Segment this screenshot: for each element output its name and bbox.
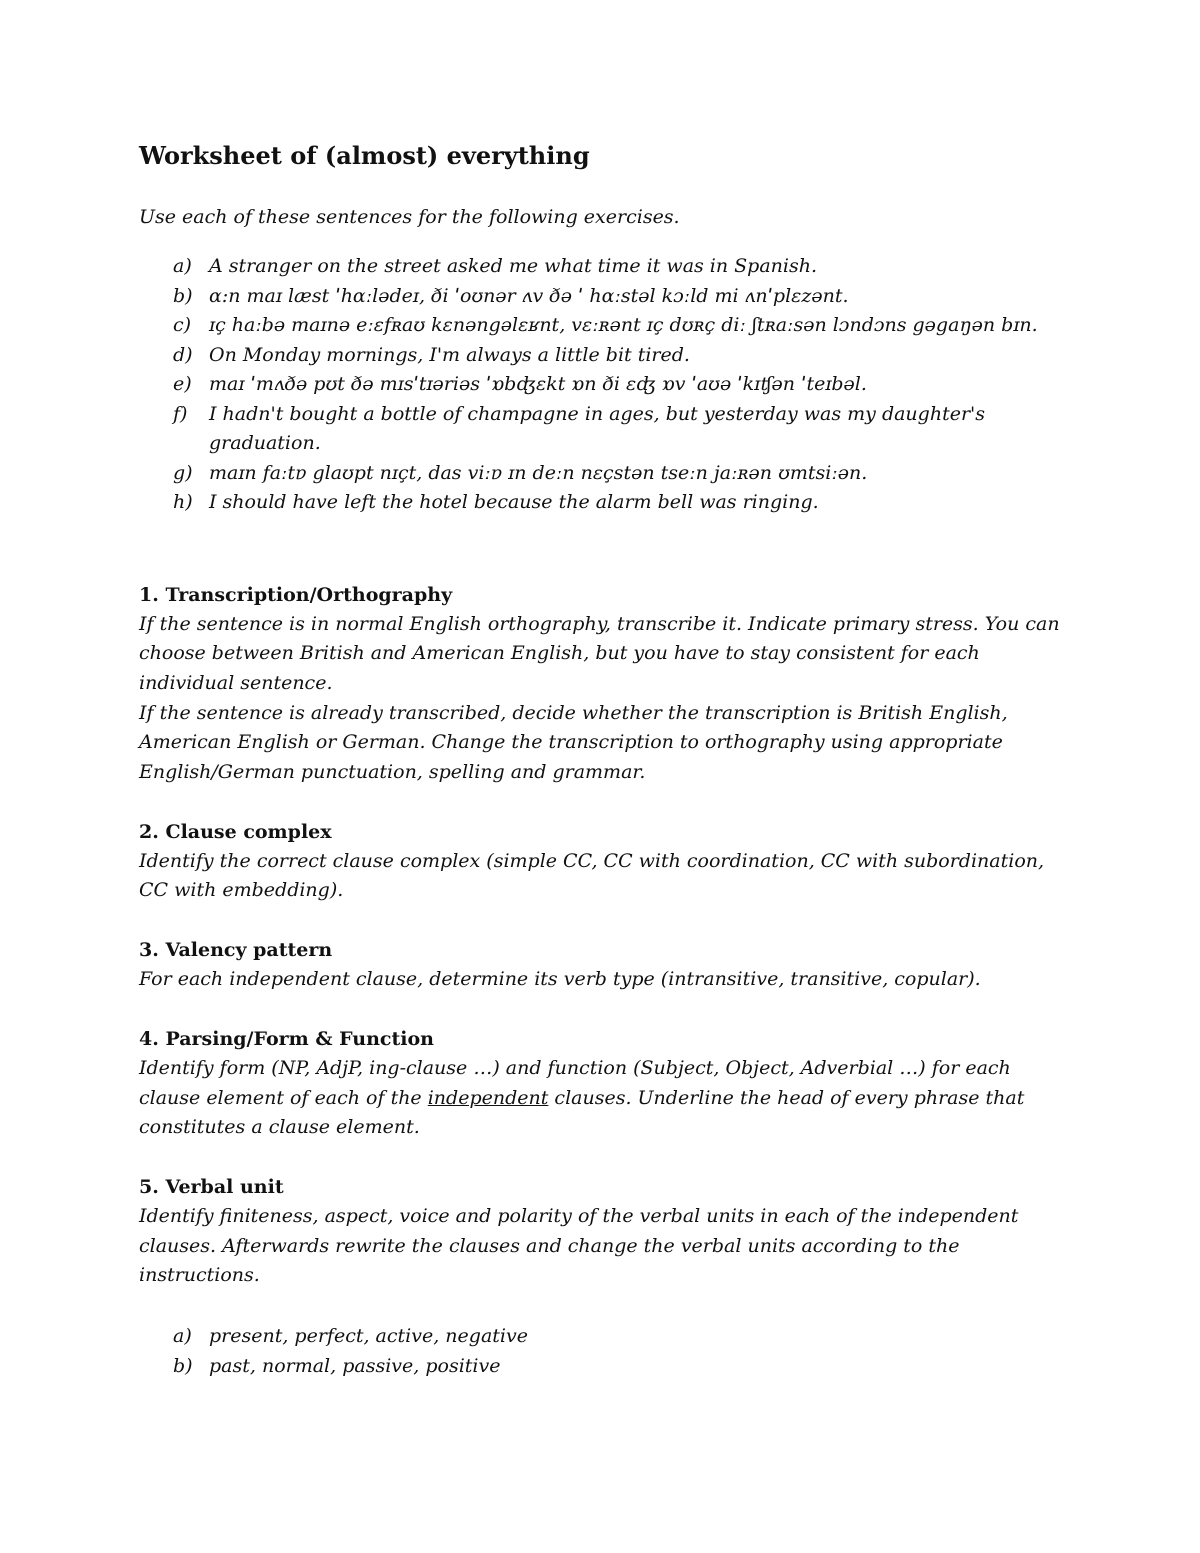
list-item: [139, 459, 1069, 489]
section-instruction: If the sentence is in normal English orthography, transcribe it. Indicate primary stress. You can choose between British and American English, but you have to stay consistent for each individual sentence.: [139, 612, 1060, 694]
list-item: [139, 370, 1069, 400]
verbal-unit-options: [139, 1322, 1069, 1381]
section-heading: 2. Clause complex: [139, 820, 332, 843]
list-item: [139, 488, 1069, 518]
sentence-text: I hadn't bought a bottle of champagne in ages, but yesterday was my daughter's graduation.: [209, 402, 986, 454]
list-marker: f): [173, 402, 188, 425]
intro-instruction: Use each of these sentences for the following exercises.: [139, 206, 680, 228]
list-marker: a): [173, 255, 192, 277]
list-marker: b): [173, 284, 193, 307]
section-clause-complex: [139, 817, 1069, 906]
section-transcription: [139, 580, 1069, 788]
section-instruction: Identify the correct clause complex (simple CC, CC with coordination, CC with subordination, CC with embedding).: [139, 849, 1045, 902]
section-parsing: [139, 1024, 1069, 1143]
section-heading: 5. Verbal unit: [139, 1175, 284, 1198]
list-marker: c): [173, 314, 192, 336]
section-heading: 1. Transcription/Orthography: [139, 583, 453, 606]
list-marker: a): [173, 1325, 192, 1348]
list-item: [139, 252, 1069, 282]
section-instruction: [139, 1054, 1069, 1143]
exercise-sections: [139, 580, 1069, 1292]
list-marker: d): [173, 343, 193, 366]
sentence-text: maɪ ˈmʌðə pʊt ðə mɪsˈtɪəriəs ˈɒbʤɛkt ɒn ði ɛʤ ɒv ˈaʊə ˈkɪʧən ˈteɪbəl.: [209, 373, 867, 395]
sentence-text: maɪn faːtɐ glaʊpt nɪçt, das viːɐ ɪn deːn nɛçstən tseːn jaːʀən ʊmtsiːən.: [209, 461, 868, 484]
list-item: [139, 341, 1069, 371]
section-heading: 4. Parsing/Form & Function: [139, 1027, 434, 1050]
list-marker: g): [173, 461, 193, 484]
instruction-text-before: Identify form (NP, AdjP, ing-clause …) and function (Subject, Object, Adverbial …) for each clause element of each of the: [139, 1056, 1011, 1109]
list-item: [139, 282, 1069, 312]
section-verbal-unit: [139, 1172, 1069, 1291]
list-marker: b): [173, 1354, 193, 1377]
option-text: past, normal, passive, positive: [209, 1354, 501, 1377]
section-heading: 3. Valency pattern: [139, 939, 333, 962]
section-valency-pattern: [139, 935, 1069, 995]
sentence-text: A stranger on the street asked me what time it was in Spanish.: [209, 255, 818, 277]
sentence-list: [139, 252, 1069, 518]
list-item: [139, 400, 1069, 459]
sentence-text: On Monday mornings, I'm always a little bit tired.: [209, 343, 690, 366]
list-marker: e): [173, 373, 192, 395]
section-instruction: For each independent clause, determine its verb type (intransitive, transitive, copular).: [139, 968, 981, 991]
worksheet-page: [139, 138, 1069, 1381]
list-item: [139, 1352, 1069, 1382]
option-text: present, perfect, active, negative: [209, 1325, 528, 1348]
list-item: [139, 1322, 1069, 1352]
worksheet-title: Worksheet of (almost) everything: [139, 141, 590, 170]
instruction-text-after: clauses. Underline the head of every phrase that constitutes a clause element.: [139, 1086, 1025, 1139]
sentence-text: ɑ:n maɪ læst ˈhɑːlədeɪ, ði ˈoʊnər ʌv ðə ˈ hɑːstəl kɔːld mi ʌnˈplɛzənt.: [209, 284, 849, 307]
list-marker: h): [173, 491, 193, 513]
section-instruction: Identify finiteness, aspect, voice and polarity of the verbal units in each of the independent clauses. Afterwards rewrite the clauses and change the verbal units according to the instructions.: [139, 1204, 1019, 1287]
list-item: [139, 311, 1069, 341]
sentence-text: ɪç haːbə maɪnə eːɛfʀaʊ kɛnəngəlɛʁnt, vɛːʀənt ɪç dʊʀç diː ʃtʀaːsən lɔndɔns gəgaŋən bɪn.: [209, 314, 1038, 336]
section-instruction: If the sentence is already transcribed, decide whether the transcription is British English, American English or German. Change the transcription to orthography using appropriate English/German punctuation, spelling and grammar.: [139, 701, 1008, 784]
underlined-word: independent: [427, 1086, 549, 1109]
sentence-text: I should have left the hotel because the alarm bell was ringing.: [209, 491, 819, 513]
